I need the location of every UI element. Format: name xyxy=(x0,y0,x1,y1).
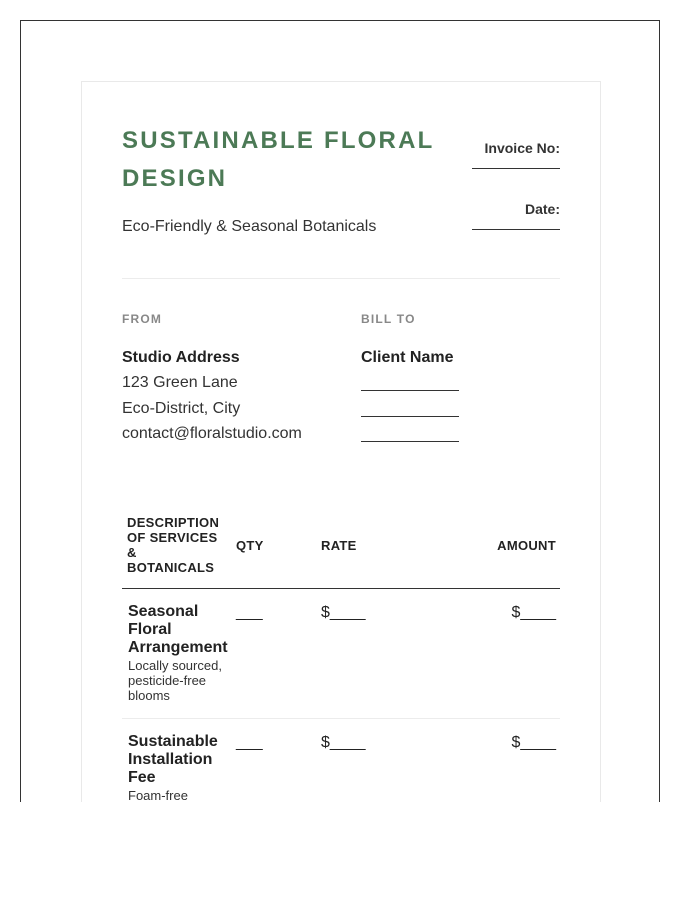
line-item-name: Sustainable Installation Fee xyxy=(128,733,218,786)
line-item-amount-field[interactable]: $____ xyxy=(511,734,556,751)
column-header-amount: AMOUNT xyxy=(497,538,556,553)
client-address-line-2-field[interactable] xyxy=(361,416,459,417)
header-divider xyxy=(122,278,560,279)
client-address-line-1-field[interactable] xyxy=(361,390,459,391)
from-address-line-2: Eco-District, City xyxy=(122,400,241,417)
page-frame xyxy=(20,20,660,802)
line-item-amount-field[interactable]: $____ xyxy=(511,604,556,621)
from-email: contact@floralstudio.com xyxy=(122,425,302,442)
line-item-qty-field[interactable]: ___ xyxy=(236,604,263,621)
invoice-number-block xyxy=(470,140,560,169)
table-header-rule xyxy=(122,588,560,589)
brand-title: SUSTAINABLE FLORAL DESIGN xyxy=(122,127,435,192)
column-header-qty: QTY xyxy=(236,538,264,553)
invoice-sheet xyxy=(81,81,601,802)
date-field[interactable] xyxy=(472,229,560,230)
from-label: FROM xyxy=(122,312,163,326)
client-address-line-3-field[interactable] xyxy=(361,441,459,442)
invoice-number-label: Invoice No: xyxy=(484,140,560,156)
bill-to-label: BILL TO xyxy=(361,312,416,326)
column-header-rate: RATE xyxy=(321,538,357,553)
invoice-number-field[interactable] xyxy=(472,168,560,169)
line-item-qty-field[interactable]: ___ xyxy=(236,734,263,751)
row-divider xyxy=(122,718,560,719)
line-item-name: Seasonal Floral Arrangement xyxy=(128,603,228,656)
from-address-line-1: 123 Green Lane xyxy=(122,374,238,391)
client-name: Client Name xyxy=(361,349,454,366)
line-item-description: Foam-free xyxy=(128,788,188,802)
date-block xyxy=(470,201,560,230)
date-label: Date: xyxy=(524,201,560,217)
line-item-rate-field[interactable]: $____ xyxy=(321,604,366,621)
line-item-description: Locally sourced, pesticide-free blooms xyxy=(128,658,222,703)
from-name: Studio Address xyxy=(122,349,240,366)
brand-tagline: Eco-Friendly & Seasonal Botanicals xyxy=(122,218,377,235)
line-item-rate-field[interactable]: $____ xyxy=(321,734,366,751)
column-header-description: DESCRIPTION OF SERVICES & BOTANICALS xyxy=(127,515,220,575)
